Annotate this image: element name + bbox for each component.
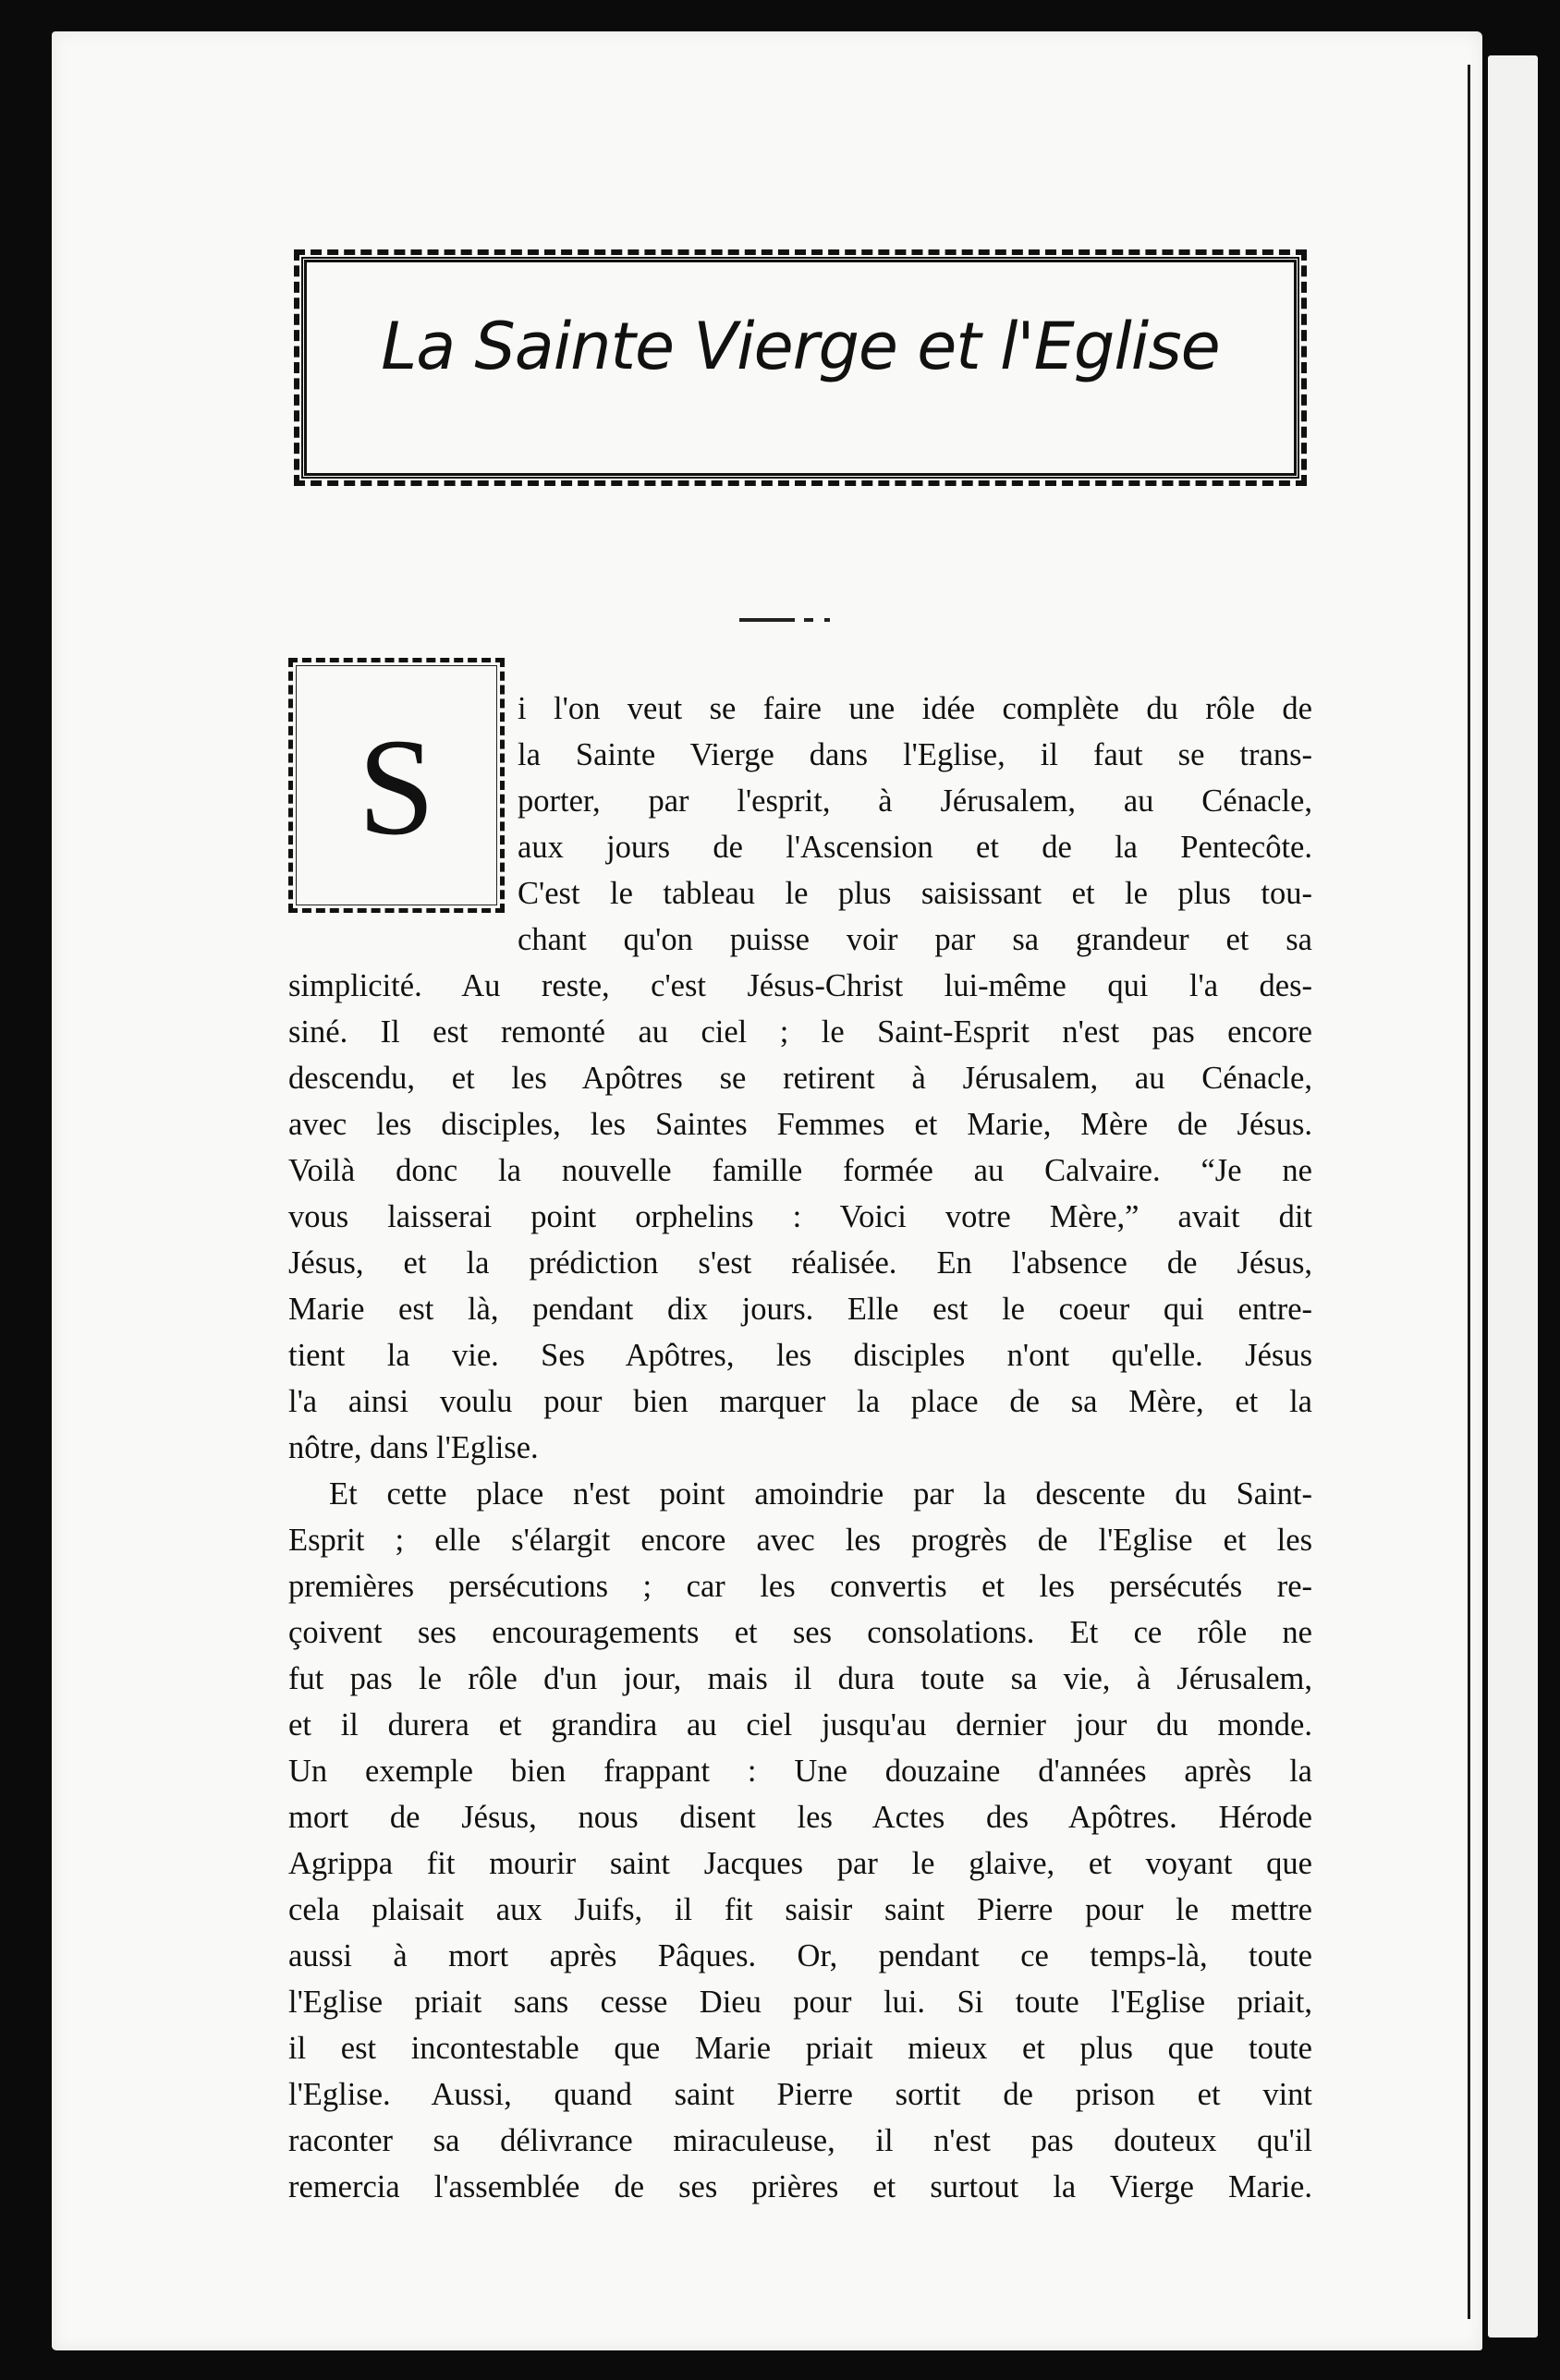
text-line: cela plaisait aux Juifs, il fit saisir saint Pierre pour le mettre	[288, 1892, 1312, 1927]
text-line: aux jours de l'Ascension et de la Pentecôte.	[518, 830, 1312, 865]
section-ornament	[739, 615, 859, 625]
text-line: Marie est là, pendant dix jours. Elle est le coeur qui entre-	[288, 1292, 1312, 1327]
text-line: Agrippa fit mourir saint Jacques par le glaive, et voyant que	[288, 1846, 1312, 1881]
text-line: l'Eglise priait sans cesse Dieu pour lui. Si toute l'Eglise priait,	[288, 1985, 1312, 2020]
paragraph-2	[288, 1471, 1312, 2210]
text-line: l'a ainsi voulu pour bien marquer la place de sa Mère, et la	[288, 1384, 1312, 1419]
dropcap-letter: S	[358, 710, 435, 864]
title-frame	[294, 249, 1307, 486]
text-line: et il durera et grandira au ciel jusqu'au dernier jour du monde.	[288, 1707, 1312, 1742]
text-line: çoivent ses encouragements et ses consolations. Et ce rôle ne	[288, 1615, 1312, 1650]
text-line: il est incontestable que Marie priait mieux et plus que toute	[288, 2031, 1312, 2066]
text-line: raconter sa délivrance miraculeuse, il n'est pas douteux qu'il	[288, 2123, 1312, 2158]
page-fold-line	[1468, 65, 1470, 2319]
text-line: chant qu'on puisse voir par sa grandeur et sa	[518, 922, 1312, 957]
text-line: i l'on veut se faire une idée complète du rôle de	[518, 691, 1312, 726]
text-line: porter, par l'esprit, à Jérusalem, au Cénacle,	[518, 783, 1312, 819]
text-line: Un exemple bien frappant : Une douzaine d'années après la	[288, 1754, 1312, 1789]
text-line: siné. Il est remonté au ciel ; le Saint-Esprit n'est pas encore	[288, 1014, 1312, 1050]
text-line: tient la vie. Ses Apôtres, les disciples n'ont qu'elle. Jésus	[288, 1338, 1312, 1373]
text-line: Voilà donc la nouvelle famille formée au Calvaire. “Je ne	[288, 1153, 1312, 1188]
text-line: premières persécutions ; car les convertis et les persécutés re-	[288, 1569, 1312, 1604]
page-title: La Sainte Vierge et l'Eglise	[381, 309, 1220, 384]
adjacent-page-edge	[1488, 55, 1538, 2338]
text-line: l'Eglise. Aussi, quand saint Pierre sortit de prison et vint	[288, 2077, 1312, 2112]
text-line: Jésus, et la prédiction s'est réalisée. En l'absence de Jésus,	[288, 1245, 1312, 1281]
text-line: Et cette place n'est point amoindrie par la descente du Saint-	[329, 1476, 1312, 1512]
text-line: mort de Jésus, nous disent les Actes des Apôtres. Hérode	[288, 1800, 1312, 1835]
text-line: Esprit ; elle s'élargit encore avec les progrès de l'Eglise et les	[288, 1523, 1312, 1558]
text-line: nôtre, dans l'Eglise.	[288, 1430, 539, 1465]
text-line: la Sainte Vierge dans l'Eglise, il faut se trans-	[518, 737, 1312, 772]
text-line: remercia l'assemblée de ses prières et surtout la Vierge Marie.	[288, 2169, 1312, 2204]
text-line: simplicité. Au reste, c'est Jésus-Christ lui-même qui l'a des-	[288, 968, 1312, 1003]
text-line: C'est le tableau le plus saisissant et le plus tou-	[518, 876, 1312, 911]
text-line: avec les disciples, les Saintes Femmes et Marie, Mère de Jésus.	[288, 1107, 1312, 1142]
paragraph-1-opening	[518, 686, 1312, 963]
text-line: vous laisserai point orphelins : Voici votre Mère,” avait dit	[288, 1199, 1312, 1234]
dropcap-frame	[288, 658, 505, 913]
text-line: fut pas le rôle d'un jour, mais il dura toute sa vie, à Jérusalem,	[288, 1661, 1312, 1696]
text-line: aussi à mort après Pâques. Or, pendant ce temps-là, toute	[288, 1938, 1312, 1973]
text-line: descendu, et les Apôtres se retirent à Jérusalem, au Cénacle,	[288, 1061, 1312, 1096]
paragraph-1-body	[288, 963, 1312, 1471]
